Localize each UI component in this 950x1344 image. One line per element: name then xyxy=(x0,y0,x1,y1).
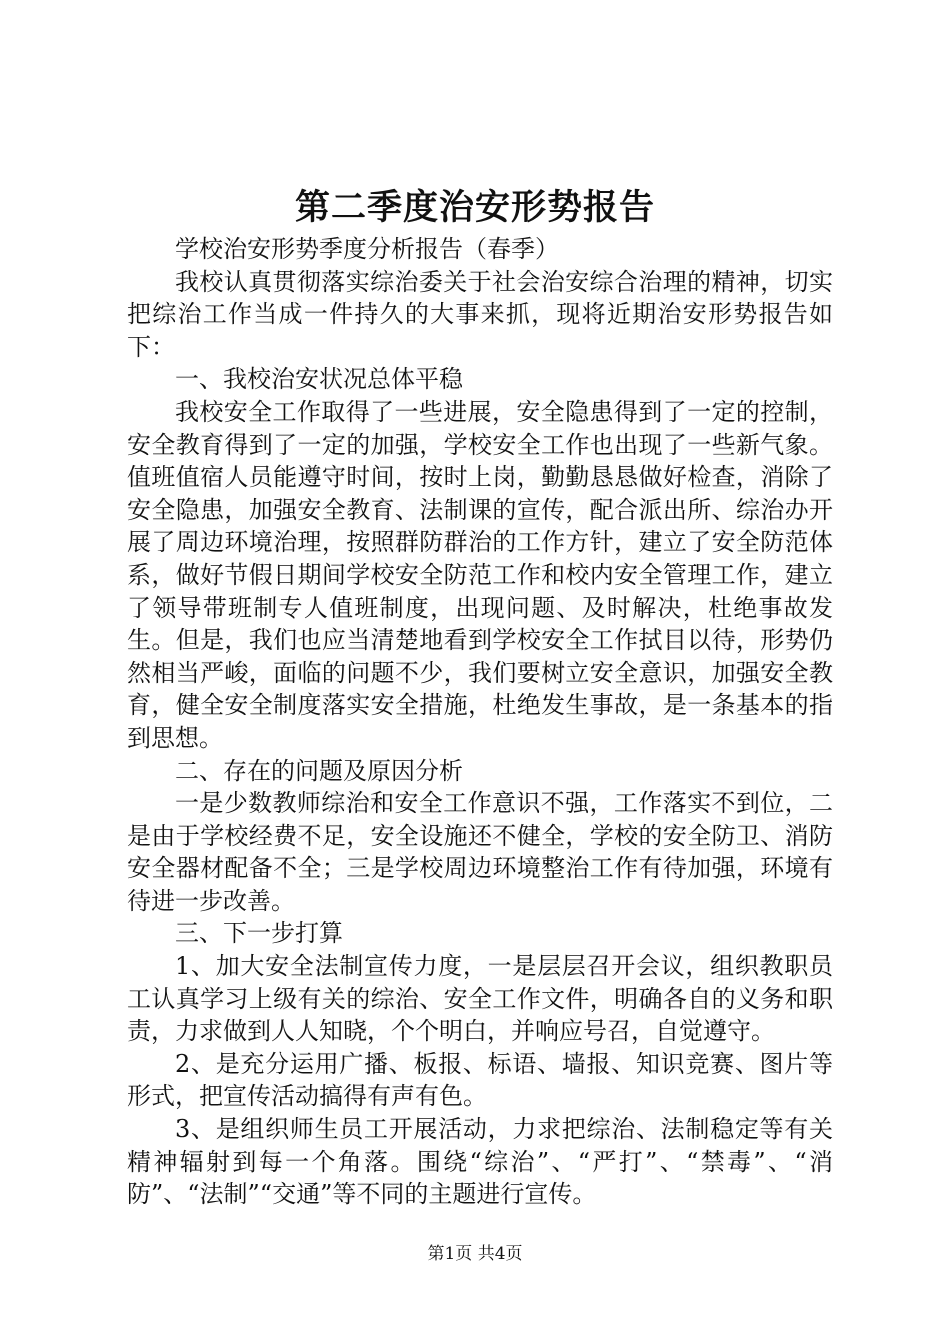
page-number-footer: 第1页 共4页 xyxy=(427,1244,523,1264)
section-heading-3: 三、下一步打算 xyxy=(175,919,343,948)
paragraph-section-2: 一是少数教师综治和安全工作意识不强，工作落实不到位，二是由于学校经费不足，安全设施还不健全，学校的安全防卫、消防安全器材配备不全；三是学校周边环境整治工作有待加强，环境有待进一步改善。 xyxy=(127,789,833,915)
paragraph-plan-1: 1、加大安全法制宣传力度，一是层层召开会议，组织教职员工认真学习上级有关的综治、安全工作文件，明确各自的义务和职责，力求做到人人知晓，个个明白，并响应号召，自觉遵守。 xyxy=(127,952,833,1046)
paragraph-plan-3: 3、是组织师生员工开展活动，力求把综治、法制稳定等有关精神辐射到每一个角落。围绕“综治”、“严打”、“禁毒”、“消防”、“法制”“交通”等不同的主题进行宣传。 xyxy=(127,1115,833,1209)
section-heading-2: 二、存在的问题及原因分析 xyxy=(175,756,463,785)
paragraph-plan-2: 2、是充分运用广播、板报、标语、墙报、知识竞赛、图片等形式，把宣传活动搞得有声有色。 xyxy=(127,1049,833,1111)
paragraph-intro: 我校认真贯彻落实综治委关于社会治安综合治理的精神，切实把综治工作当成一件持久的大事来抓，现将近期治安形势报告如下： xyxy=(127,267,833,361)
document-title: 第二季度治安形势报告 xyxy=(294,187,655,228)
paragraph-section-1: 我校安全工作取得了一些进展，安全隐患得到了一定的控制，安全教育得到了一定的加强，学校安全工作也出现了一些新气象。值班值宿人员能遵守时间，按时上岗，勤勤恳恳做好检查，消除了安全隐患，加强安全教育、法制课的宣传，配合派出所、综治办开展了周边环境治理，按照群防群治的工作方针，建立了安全防范体系，做好节假日期间学校安全防范工作和校内安全管理工作，建立了领导带班制专人值班制度，出现问题、及时解决，杜绝事故发生。但是，我们也应当清楚地看到学校安全工作拭目以待，形势仍然相当严峻，面临的问题不少，我们要树立安全意识，加强安全教育，健全安全制度落实安全措施，杜绝发生事故，是一条基本的指到思想。 xyxy=(127,397,833,752)
paragraph-subtitle: 学校治安形势季度分析报告（春季） xyxy=(175,235,559,263)
document-body xyxy=(127,233,833,1211)
section-heading-1: 一、我校治安状况总体平稳 xyxy=(175,365,463,394)
